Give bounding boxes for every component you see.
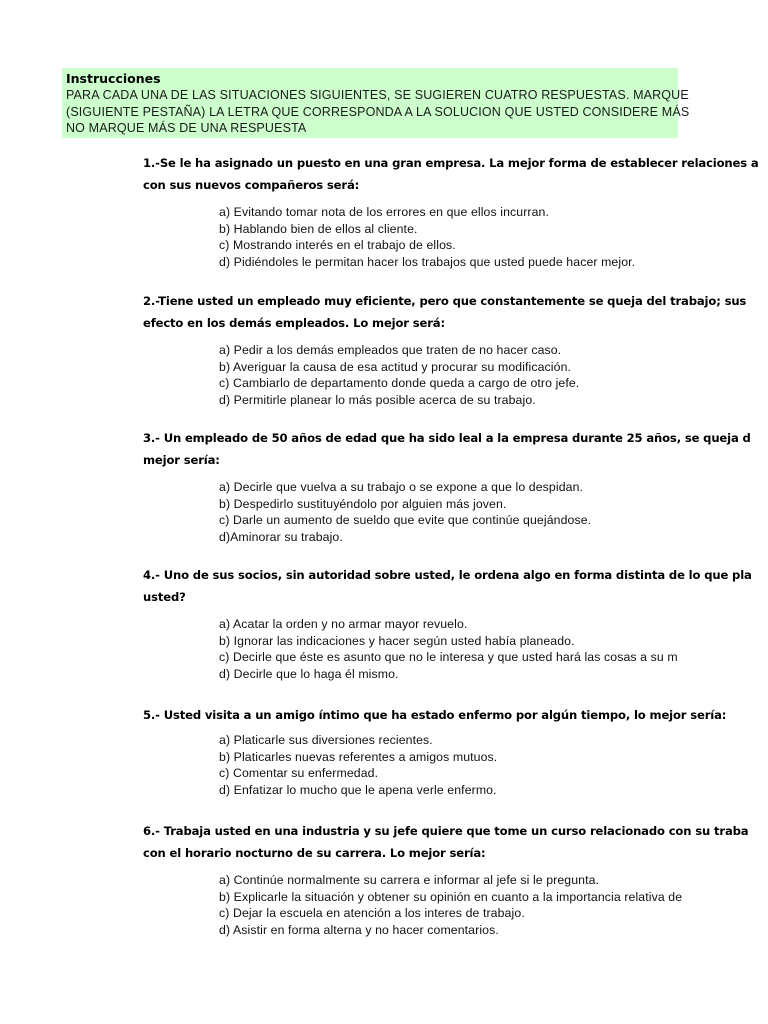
question-4 bbox=[143, 564, 752, 682]
option-d: d) Decirle que lo haga él mismo. bbox=[219, 666, 399, 681]
question-text: 4.- Uno de sus socios, sin autoridad sobre usted, le ordena algo en forma distinta de lo que pla bbox=[143, 568, 752, 582]
question-text: 1.-Se le ha asignado un puesto en una gran empresa. La mejor forma de establecer relaciones a bbox=[143, 156, 759, 170]
option-b: b) Platicarles nuevas referentes a amigos mutuos. bbox=[219, 749, 498, 764]
option-a: a) Pedir a los demás empleados que traten de no hacer caso. bbox=[219, 343, 562, 357]
instructions-line: PARA CADA UNA DE LAS SITUACIONES SIGUIENTES, SE SUGIEREN CUATRO RESPUESTAS. MARQUE bbox=[66, 88, 689, 102]
option-c: c) Darle un aumento de sueldo que evite que continúe quejándose. bbox=[219, 513, 592, 527]
instructions-line: NO MARQUE MÁS DE UNA RESPUESTA bbox=[66, 121, 307, 135]
option-c: c) Dejar la escuela en atención a los interes de trabajo. bbox=[219, 906, 525, 920]
option-d: d) Permitirle planear lo más posible acerca de su trabajo. bbox=[219, 392, 536, 407]
question-text: 6.- Trabaja usted en una industria y su jefe quiere que tome un curso relacionado con su traba bbox=[143, 824, 749, 838]
option-c: c) Comentar su enfermedad. bbox=[219, 766, 379, 780]
option-c: c) Mostrando interés en el trabajo de ellos. bbox=[219, 238, 456, 252]
options-list bbox=[219, 732, 678, 798]
option-c: c) Decirle que éste es asunto que no le interesa y que usted hará las cosas a su m bbox=[219, 650, 678, 664]
options-list bbox=[219, 616, 678, 682]
option-d: d) Pidiéndoles le permitan hacer los trabajos que usted puede hacer mejor. bbox=[219, 254, 636, 269]
question-text: 3.- Un empleado de 50 años de edad que ha sido leal a la empresa durante 25 años, se queja d bbox=[143, 431, 751, 445]
question-text: mejor sería: bbox=[143, 453, 220, 467]
question-text: usted? bbox=[143, 590, 186, 604]
option-b: b) Explicarle la situación y obtener su opinión en cuanto a la importancia relativa de bbox=[219, 889, 683, 904]
question-1 bbox=[143, 152, 759, 270]
option-a: a) Continúe normalmente su carrera e informar al jefe si le pregunta. bbox=[219, 873, 600, 887]
question-5 bbox=[143, 704, 727, 798]
question-2 bbox=[143, 290, 747, 408]
question-text: 2.-Tiene usted un empleado muy eficiente, pero que constantemente se queja del trabajo; sus bbox=[143, 294, 747, 308]
question-text: efecto en los demás empleados. Lo mejor será: bbox=[143, 316, 445, 330]
option-c: c) Cambiarlo de departamento donde queda a cargo de otro jefe. bbox=[219, 376, 580, 390]
instructions-box bbox=[62, 68, 690, 138]
option-b: b) Averiguar la causa de esa actitud y procurar su modificación. bbox=[219, 359, 572, 374]
question-text: con el horario nocturno de su carrera. Lo mejor sería: bbox=[143, 846, 486, 860]
question-text: 5.- Usted visita a un amigo íntimo que ha estado enfermo por algún tiempo, lo mejor sería: bbox=[143, 708, 727, 722]
option-b: b) Ignorar las indicaciones y hacer según usted había planeado. bbox=[219, 633, 575, 648]
question-3 bbox=[143, 427, 751, 545]
question-text: con sus nuevos compañeros será: bbox=[143, 178, 360, 192]
options-list bbox=[219, 204, 678, 270]
options-list bbox=[219, 479, 678, 545]
option-b: b) Despedirlo sustituyéndolo por alguien más joven. bbox=[219, 496, 507, 511]
instructions-line: (SIGUIENTE PESTAÑA) LA LETRA QUE CORRESPONDA A LA SOLUCION QUE USTED CONSIDERE MÁS bbox=[66, 104, 690, 119]
option-b: b) Hablando bien de ellos al cliente. bbox=[219, 221, 418, 236]
instructions-title: Instrucciones bbox=[66, 71, 161, 86]
option-a: a) Evitando tomar nota de los errores en que ellos incurran. bbox=[219, 205, 549, 219]
options-list bbox=[219, 872, 683, 938]
option-d: d)Aminorar su trabajo. bbox=[219, 529, 343, 544]
option-a: a) Platicarle sus diversiones recientes. bbox=[219, 733, 433, 747]
option-d: d) Enfatizar lo mucho que le apena verle enfermo. bbox=[219, 782, 497, 797]
option-a: a) Acatar la orden y no armar mayor revuelo. bbox=[219, 617, 468, 631]
option-a: a) Decirle que vuelva a su trabajo o se expone a que lo despidan. bbox=[219, 480, 584, 494]
option-d: d) Asistir en forma alterna y no hacer comentarios. bbox=[219, 922, 499, 937]
question-6 bbox=[143, 820, 749, 938]
options-list bbox=[219, 342, 678, 408]
